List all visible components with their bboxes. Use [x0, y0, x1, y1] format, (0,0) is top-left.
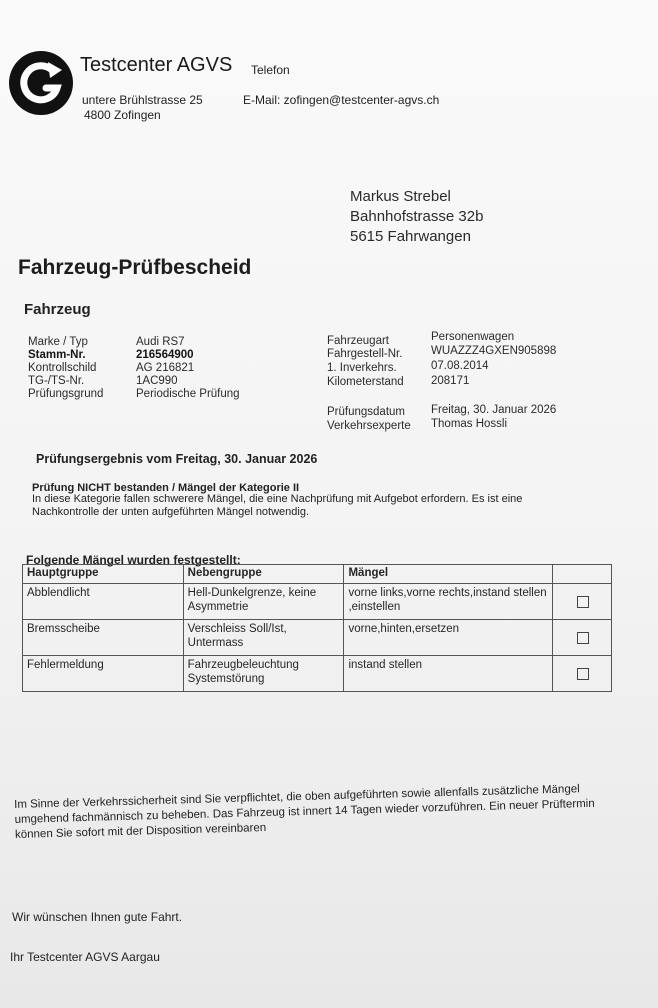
- company-city: 4800 Zofingen: [84, 108, 161, 122]
- value-mileage: 208171: [431, 375, 470, 387]
- label-chassis-nr: Fahrgestell-Nr.: [327, 348, 403, 360]
- cell-defect: vorne,hinten,ersetzen: [344, 620, 553, 656]
- value-inspection-date: Freitag, 30. Januar 2026: [431, 404, 557, 416]
- label-tg-ts: TG-/TS-Nr.: [28, 375, 85, 387]
- defects-header-row: [23, 565, 612, 584]
- label-reason: Prüfungsgrund: [28, 388, 104, 400]
- value-expert: Thomas Hossli: [431, 418, 508, 430]
- checkbox[interactable]: [577, 596, 589, 608]
- value-stamm-nr: 216564900: [136, 349, 194, 361]
- document-title: Fahrzeug-Prüfbescheid: [18, 256, 252, 279]
- vehicle-section-title: Fahrzeug: [24, 301, 91, 318]
- label-mileage: Kilometerstand: [327, 376, 404, 388]
- table-row: [23, 584, 612, 620]
- header-defects: Mängel: [344, 565, 553, 584]
- value-first-registration: 07.08.2014: [431, 360, 489, 372]
- table-row: [23, 656, 612, 692]
- value-tg-ts: 1AC990: [136, 375, 178, 387]
- label-expert: Verkehrsexperte: [327, 420, 411, 432]
- cell-sub-group: Verschleiss Soll/Ist, Untermass: [183, 620, 344, 656]
- recipient-name: Markus Strebel: [350, 188, 451, 205]
- cell-defect: instand stellen: [344, 656, 553, 692]
- defects-title: Folgende Mängel wurden festgestellt:: [26, 553, 241, 567]
- defects-table: [22, 564, 612, 692]
- closing-signature: Ihr Testcenter AGVS Aargau: [10, 950, 160, 964]
- header-main-group: Hauptgruppe: [23, 565, 184, 584]
- header-sub-group: Nebengruppe: [183, 565, 344, 584]
- checkbox[interactable]: [577, 668, 589, 680]
- value-vehicle-kind: Personenwagen: [431, 331, 515, 343]
- value-reason: Periodische Prüfung: [136, 388, 240, 400]
- notice-paragraph: Im Sinne der Verkehrssicherheit sind Sie verpflichtet, die oben aufgeführten sowie allenfalls zusätzliche Mängel umgehend fachmännisch zu beheben. Das Fahrzeug ist innert 14 Tagen wieder vorzuführen. Ein neuer Prüftermin können Sie sofort mit der Disposition vereinbaren: [14, 783, 595, 841]
- label-first-registration: 1. Inverkehrs.: [327, 362, 397, 374]
- result-status: Prüfung NICHT bestanden / Mängel der Kategorie II: [32, 482, 300, 494]
- phone-label: Telefon: [251, 63, 290, 77]
- label-inspection-date: Prüfungsdatum: [327, 406, 405, 418]
- value-plate: AG 216821: [136, 362, 195, 374]
- value-chassis-nr: WUAZZZ4GXEN905898: [431, 345, 557, 357]
- cell-main-group: Fehlermeldung: [23, 656, 184, 692]
- label-stamm-nr: Stamm-Nr.: [28, 349, 86, 361]
- table-row: [23, 620, 612, 656]
- cell-check: [553, 620, 612, 656]
- result-title: Prüfungsergebnis vom Freitag, 30. Januar 2026: [36, 452, 318, 466]
- recipient-street: Bahnhofstrasse 32b: [350, 208, 484, 225]
- company-street: untere Brühlstrasse 25: [82, 93, 203, 107]
- value-brand-type: Audi RS7: [136, 336, 185, 348]
- company-email: E-Mail: zofingen@testcenter-agvs.ch: [243, 93, 440, 107]
- cell-sub-group: Hell-Dunkelgrenze, keine Asymmetrie: [183, 584, 344, 620]
- label-plate: Kontrollschild: [28, 362, 97, 374]
- checkbox[interactable]: [577, 632, 589, 644]
- cell-sub-group: Fahrzeugbeleuchtung Systemstörung: [183, 656, 344, 692]
- closing-wish: Wir wünschen Ihnen gute Fahrt.: [12, 910, 183, 924]
- cell-check: [553, 656, 612, 692]
- cell-main-group: Bremsscheibe: [23, 620, 184, 656]
- result-description: In diese Kategorie fallen schwerere Mängel, die eine Nachprüfung mit Aufgebot erfordern. Es ist eine Nachkontrolle der unten aufgeführten Mängel notwendig.: [32, 493, 523, 518]
- label-brand-type: Marke / Typ: [28, 336, 88, 348]
- cell-defect: vorne links,vorne rechts,instand stellen ,einstellen: [344, 584, 553, 620]
- agvs-logo-icon: [8, 50, 74, 116]
- label-vehicle-kind: Fahrzeugart: [327, 335, 390, 347]
- cell-check: [553, 584, 612, 620]
- header-check: [553, 565, 612, 584]
- company-name: Testcenter AGVS: [80, 54, 233, 76]
- cell-main-group: Abblendlicht: [23, 584, 184, 620]
- recipient-city: 5615 Fahrwangen: [350, 228, 471, 245]
